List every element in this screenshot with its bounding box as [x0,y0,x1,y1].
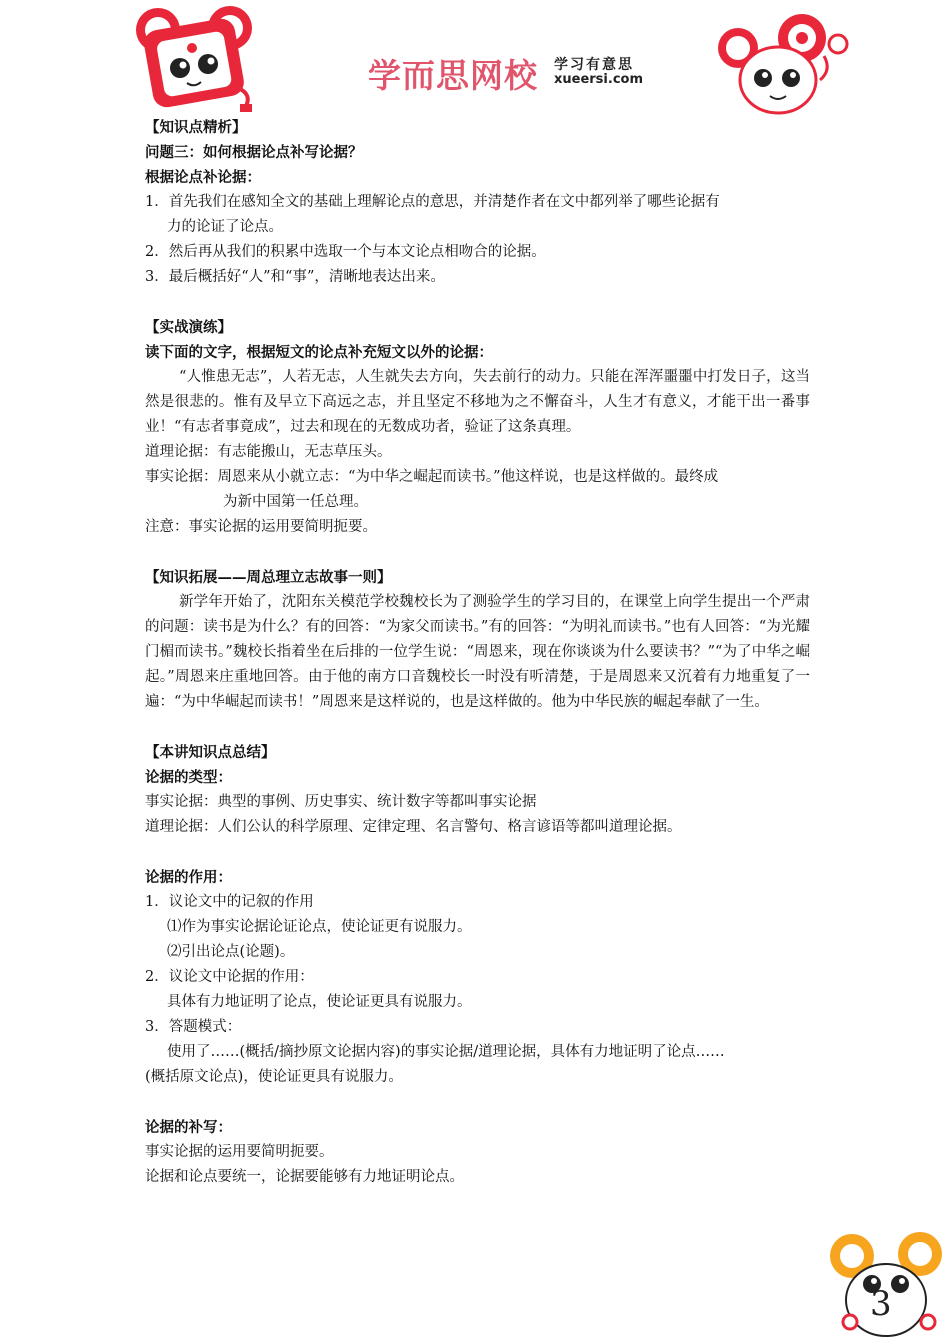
section-title-extension: 【知识拓展——周总理立志故事一则】 [145,569,392,586]
list-item: 3．最后概括好“人”和“事”，清晰地表达出来。 [145,269,445,285]
document-body [145,115,810,1190]
supplement-item: 论据和论点要统一，论据要能够有力地证明论点。 [145,1169,464,1185]
supplement-item: 事实论据的运用要简明扼要。 [145,1144,334,1160]
story-paragraph: 新学年开始了，沈阳东关模范学校魏校长为了测验学生的学习目的，在课堂上向学生提出一个严肃的问题：读书是为什么？有的回答：“为家父而读书。”有的回答：“为明礼而读书。”也有人回答：“为光耀门楣而读书。”魏校长指着坐在后排的一位学生说：“周恩来，现在你谈谈为什么要读书？”“为了中华之崛起。”周恩来庄重地回答。由于他的南方口音魏校长一时没有听清楚，于是周恩来又沉着有力地重复了一遍：“为中华崛起而读书！”周恩来是这样说的，也是这样做的。他为中华民族的崛起奉献了一生。 [145,594,810,710]
page-number: 3 [870,1284,892,1324]
list-item: 1．议论文中的记叙的作用 [145,894,314,910]
section-title-analysis: 【知识点精析】 [145,119,247,136]
mascot-left-icon [130,4,260,116]
role-heading: 论据的作用： [145,869,232,886]
question-heading: 问题三：如何根据论点补写论据？ [145,144,363,161]
page-header [0,0,950,118]
sub-item-continuation: (概括原文论点)，使论证更具有说服力。 [145,1069,403,1085]
sub-item: ⑴作为事实论据论证论点，使论证更有说服力。 [167,919,472,935]
mascot-right-icon [716,10,856,116]
subsection-heading: 根据论点补论据： [145,169,261,186]
note-text: 注意：事实论据的运用要简明扼要。 [145,519,377,535]
types-fact: 事实论据：典型的事例、历史事实、统计数字等都叫事实论据 [145,794,537,810]
types-reason: 道理论据：人们公认的科学原理、定律定理、名言警句、格言谚语等都叫道理论据。 [145,819,682,835]
logo-text: 学而思网校 [368,56,538,95]
logo-url: xueersi.com [554,72,644,87]
types-heading: 论据的类型： [145,769,232,786]
practice-instruction: 读下面的文字，根据短文的论点补充短文以外的论据： [145,344,493,361]
list-item: 2．议论文中论据的作用： [145,969,314,985]
list-item: 1．首先我们在感知全文的基础上理解论点的意思，并清楚作者在文中都列举了哪些论据有 [145,194,720,210]
logo-slogan: 学习有意思 [554,57,634,73]
list-item-continuation: 力的论证了论点。 [167,219,283,235]
section-title-summary: 【本讲知识点总结】 [145,744,276,761]
sub-item: 具体有力地证明了论点，使论证更具有说服力。 [167,994,472,1010]
practice-passage: “人惟患无志”，人若无志，人生就失去方向，失去前行的动力。只能在浑浑噩噩中打发日子，这当然是很悲的。惟有及早立下高远之志，并且坚定不移地为之不懈奋斗，人生才有意义，才能干出一番事业！“有志者事竟成”，过去和现在的无数成功者，验证了这条真理。 [145,369,810,435]
sub-item: 使用了……(概括/摘抄原文论据内容)的事实论据/道理论据，具体有力地证明了论点…… [167,1044,725,1060]
supplement-heading: 论据的补写： [145,1119,232,1136]
list-item: 3．答题模式： [145,1019,242,1035]
reason-argument: 道理论据：有志能搬山，无志草压头。 [145,444,392,460]
sub-item: ⑵引出论点(论题)。 [167,944,295,960]
list-item: 2．然后再从我们的积累中选取一个与本文论点相吻合的论据。 [145,244,546,260]
section-title-practice: 【实战演练】 [145,319,232,336]
fact-argument: 事实论据：周恩来从小就立志：“为中华之崛起而读书。”他这样说，也是这样做的。最终成 [145,469,719,485]
fact-argument-continuation: 为新中国第一任总理。 [223,494,368,510]
